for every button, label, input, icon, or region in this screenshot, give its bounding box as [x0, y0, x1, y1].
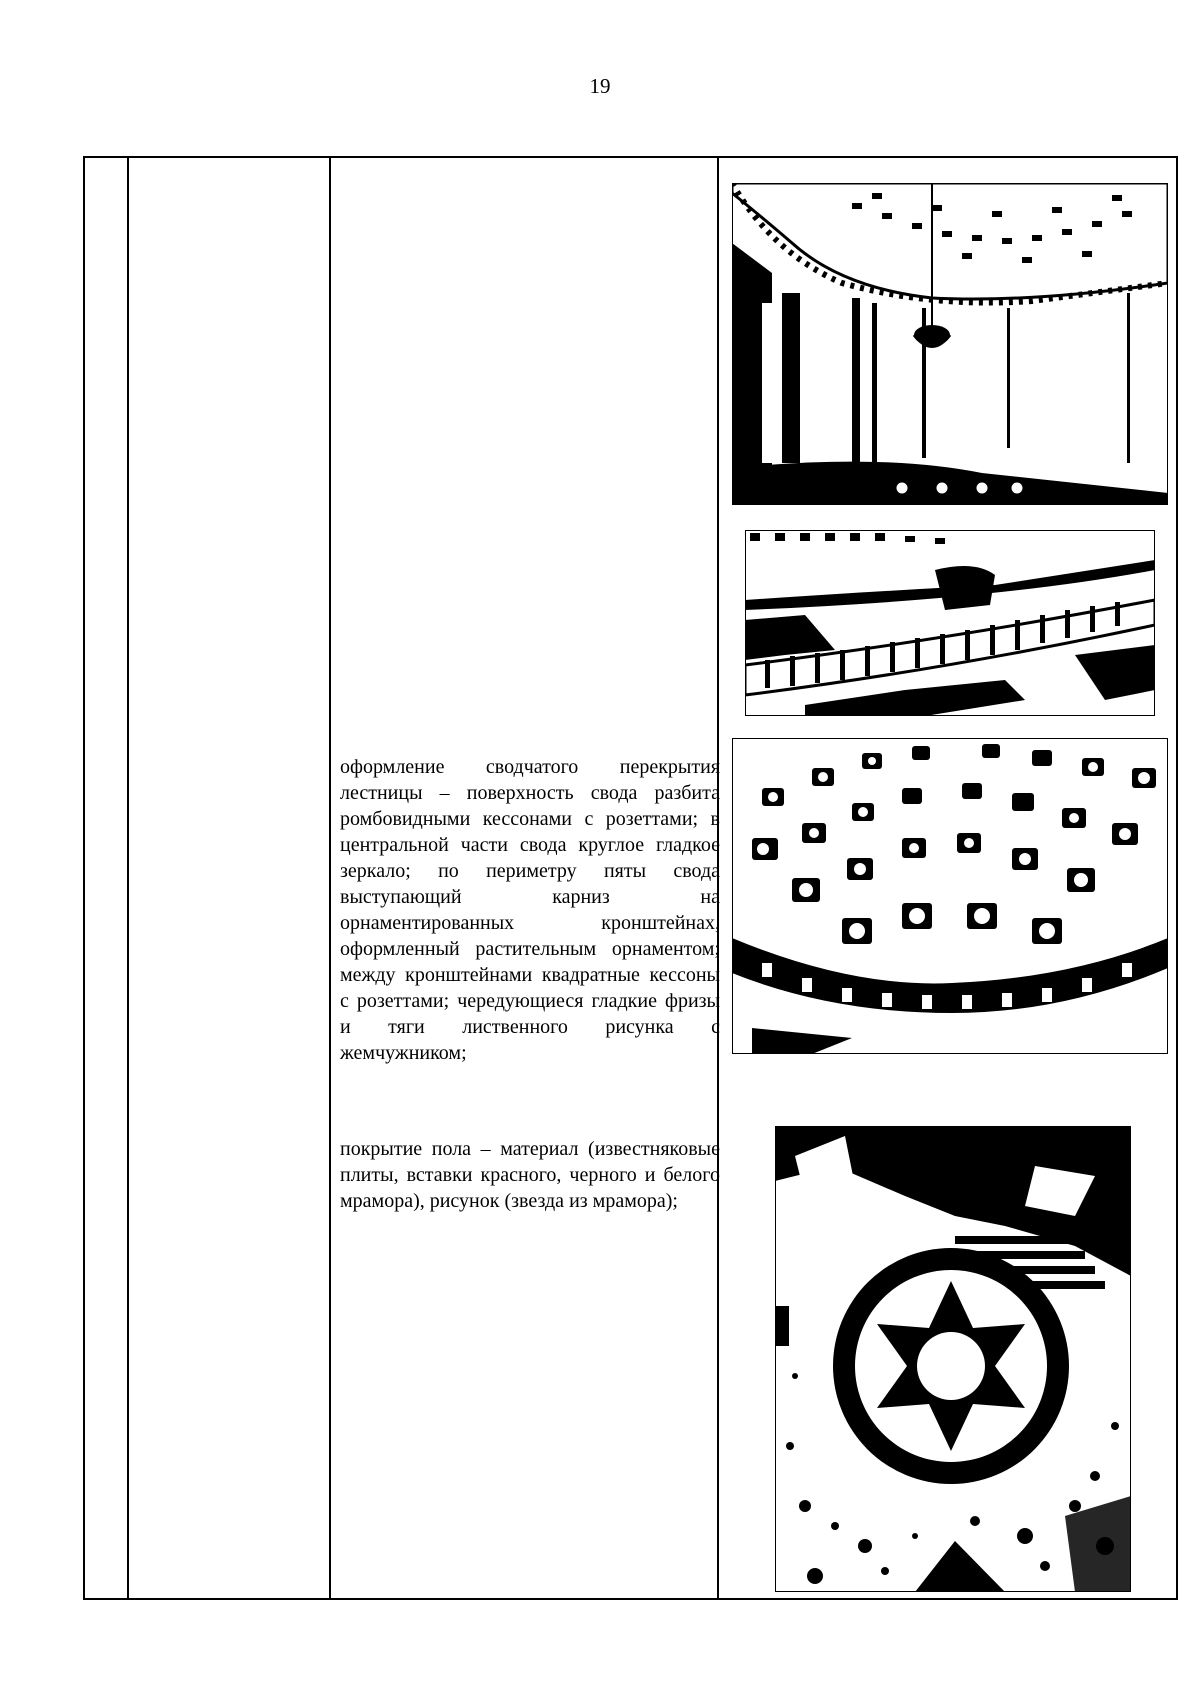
vault-description: оформление сводчатого перекрытия лестницы – поверхность свода разбита ромбовидными кессонами с розеттами; в центральной части свода круглое гладкое зеркало; по периметру пяты свода выступающий карниз на орнаментированных кронштейнах, оформленный растительным орнаментом; между кронштейнами квадратные кессоны с розеттами; чередующиеся гладкие фризы и тяги лиственного рисунка с жемчужником;	[340, 756, 720, 1064]
dome-interior-photo	[732, 183, 1168, 505]
marble-floor-photo	[775, 1126, 1131, 1592]
photo-cell	[718, 157, 1177, 1599]
object-name-cell	[128, 157, 330, 1599]
page-number: 19	[589, 74, 611, 98]
coffered-vault-photo	[732, 738, 1168, 1054]
photo-dome-interior-chandelier	[732, 183, 1168, 505]
photo-coffered-vault-rosettes	[732, 738, 1168, 1054]
floor-description: покрытие пола – материал (известняковые плиты, вставки красного, черного и белого мрамора), рисунок (звезда из мрамора);	[340, 1138, 720, 1212]
heritage-table	[83, 156, 1178, 1600]
cornice-frieze-photo	[745, 530, 1155, 716]
row-number-cell	[84, 157, 128, 1599]
table-row	[84, 157, 1177, 1599]
photo-marble-star-floor	[775, 1126, 1131, 1592]
description-cell	[330, 157, 718, 1599]
photo-cornice-frieze	[745, 530, 1155, 716]
